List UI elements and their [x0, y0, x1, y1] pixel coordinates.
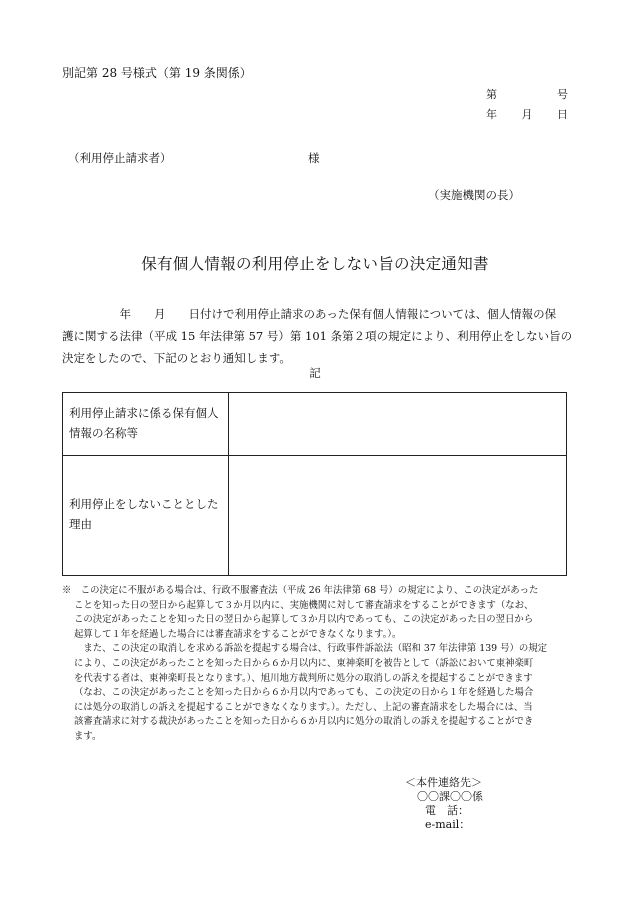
agency-head-label: （実施機関の長） — [428, 188, 520, 202]
doc-number-prefix: 第 — [486, 88, 497, 101]
requester-label: （利用停止請求者） — [68, 151, 172, 165]
note-line: には処分の取消しの訴えを提起することができなくなります。）。ただし、上記の審査請求をした場合には、当 — [74, 701, 533, 713]
ki-heading: 記 — [309, 366, 321, 380]
date-month: 月 — [521, 108, 533, 121]
honorific: 様 — [308, 151, 320, 165]
document-date — [486, 106, 568, 122]
note-line: 起算して１年を経過した場合には審査請求をすることができなくなります。）。 — [74, 628, 402, 640]
row-label-reason: 利用停止をしないこととした 理由 — [63, 456, 229, 575]
table-row-reason — [63, 456, 566, 575]
note-line: この決定があったことを知った日の翌日から起算して３か月以内であっても、この決定があった日の翌日から — [74, 614, 534, 626]
body-line: 決定をしたので、下記のとおり通知します。 — [62, 351, 291, 365]
contact-phone: 電 話： — [425, 804, 469, 817]
body-line: 護に関する法律（平成 15 年法律第 57 号）第 101 条第２項の規定により、利用停止をしない旨の — [62, 329, 573, 343]
form-number: 別記第 28 号様式（第 19 条関係） — [62, 66, 252, 80]
contact-heading: ＜本件連絡先＞ — [405, 776, 482, 789]
note-line: により、この決定があったことを知った日から６か月以内に、東神楽町を被告として（訴訟において東神楽町 — [74, 657, 534, 669]
row-value-reason — [229, 456, 566, 575]
contact-block — [405, 776, 483, 832]
body-paragraph — [62, 303, 573, 369]
table-row-info-name — [63, 393, 566, 456]
note-line: ※ この決定に不服がある場合は、行政不服審査法（平成 26 年法律第 68 号）の規定により、この決定があった — [62, 585, 539, 596]
row-label-info-name: 利用停止請求に係る保有個人 情報の名称等 — [63, 393, 229, 455]
note-line: また、この決定の取消しを求める訴訟を提起する場合は、行政事件訴訟法（昭和 37 年法律第 139 号）の規定 — [74, 643, 547, 655]
note-line: ます。 — [74, 730, 102, 742]
body-line: 年 月 日付けで利用停止請求のあった保有個人情報については、個人情報の保 — [62, 307, 557, 321]
note-line: を代表する者は、東神楽町長となります。）、旭川地方裁判所に処分の取消しの訴えを提起することができます — [74, 672, 533, 684]
appeal-notes — [62, 584, 572, 745]
contact-dept: 〇〇課〇〇係 — [417, 790, 483, 803]
contact-email: e-mail： — [425, 818, 471, 831]
note-line: ことを知った日の翌日から起算して３か月以内に、実施機関に対して審査請求をすることができます（なお、 — [74, 599, 534, 611]
notice-table — [62, 392, 567, 576]
document-title: 保有個人情報の利用停止をしない旨の決定通知書 — [141, 255, 489, 273]
date-day: 日 — [557, 108, 568, 121]
note-line: 該審査請求に対する裁決があったことを知った日から６か月以内に処分の取消しの訴えを提起することができ — [74, 716, 534, 728]
date-year: 年 — [486, 108, 497, 121]
document-number — [486, 86, 568, 102]
doc-number-suffix: 号 — [557, 88, 568, 101]
row-value-info-name — [229, 393, 566, 455]
note-line: （なお、この決定があったことを知った日から６か月以内であっても、この決定の日から１年を経過した場合 — [74, 687, 534, 699]
